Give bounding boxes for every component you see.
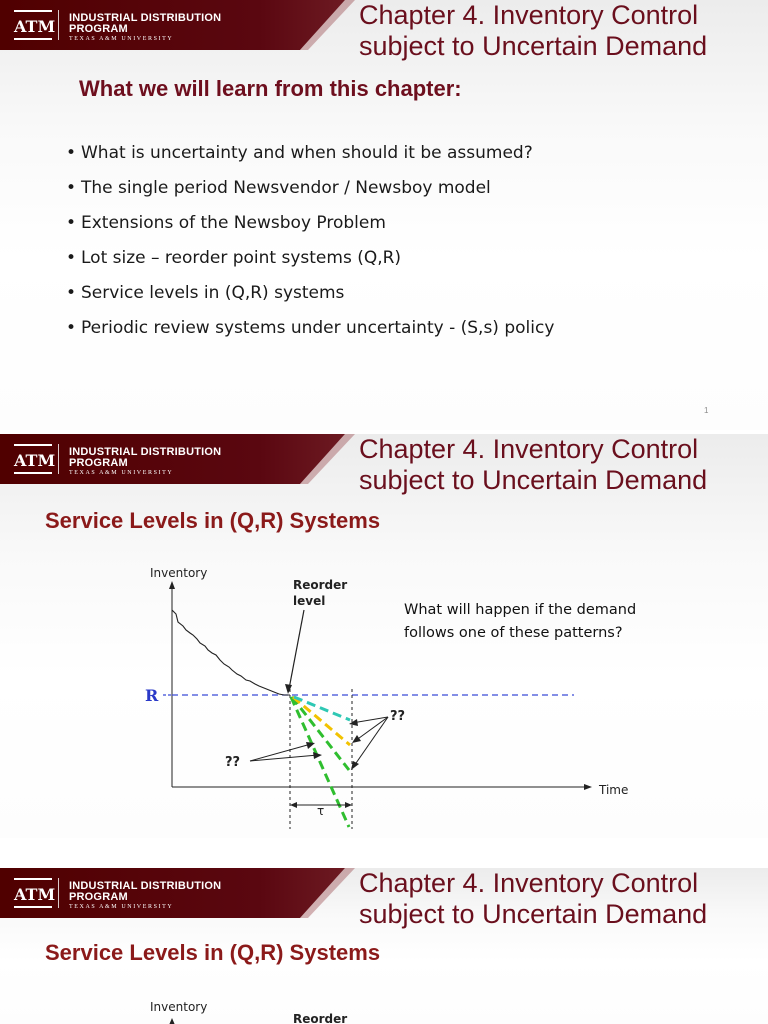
qq-right-pointer-2	[355, 717, 388, 741]
bullet-list	[66, 141, 554, 351]
bullet-dot-icon: •	[66, 213, 77, 233]
bullet-item: • Lot size – reorder point systems (Q,R)	[66, 248, 402, 268]
r-label: R	[145, 686, 159, 705]
qq-right-label: ??	[390, 709, 406, 724]
y-axis-arrow-icon	[169, 581, 175, 589]
atm-logo: ATM	[14, 444, 52, 474]
x-axis-arrow-icon	[584, 784, 592, 790]
reorder-label-line1: Reorder	[293, 578, 348, 592]
section-title: Service Levels in (Q,R) Systems	[45, 508, 381, 533]
demand-pattern-yellow	[293, 697, 350, 745]
bullet-item: • The single period Newsvendor / Newsboy model	[66, 178, 491, 198]
section-title: What we will learn from this chapter:	[79, 76, 462, 101]
question-line2: follows one of these patterns?	[404, 625, 623, 641]
chapter-title-line1: Chapter 4. Inventory Control	[359, 434, 699, 464]
qq-left-arrow-icon	[306, 742, 315, 749]
inventory-diagram	[0, 434, 768, 838]
x-axis-label: Time	[599, 783, 629, 797]
bullet-dot-icon: •	[66, 318, 77, 338]
chapter-title	[359, 0, 707, 62]
program-name-line2: PROGRAM	[69, 891, 128, 903]
y-axis-label: Inventory	[150, 566, 208, 580]
qq-right-arrow-icon	[352, 735, 361, 743]
page-number: 1	[704, 406, 709, 415]
inventory-curve	[172, 610, 290, 695]
bullet-item: • What is uncertainty and when should it be assumed?	[66, 143, 533, 163]
bullet-item: • Extensions of the Newsboy Problem	[66, 213, 386, 233]
atm-logo: ATM	[14, 10, 52, 40]
bullet-dot-icon: •	[66, 248, 77, 268]
program-name-line1: INDUSTRIAL DISTRIBUTION	[69, 446, 222, 458]
chapter-title-line1: Chapter 4. Inventory Control	[359, 0, 699, 30]
program-name-line1: INDUSTRIAL DISTRIBUTION	[69, 12, 222, 24]
slide-2	[0, 434, 768, 838]
section-title: Service Levels in (Q,R) Systems	[45, 940, 381, 965]
bullet-item: • Periodic review systems under uncertainty - (S,s) policy	[66, 318, 555, 338]
chapter-title-line1: Chapter 4. Inventory Control	[359, 868, 699, 898]
logo-divider	[58, 10, 59, 40]
tau-left-arrow-icon	[290, 802, 297, 808]
reorder-label-line2: level	[293, 594, 326, 608]
chapter-title-line2: subject to Uncertain Demand	[359, 899, 708, 929]
y-axis-label: Inventory	[150, 1000, 208, 1014]
bullet-dot-icon: •	[66, 178, 77, 198]
reorder-pointer-arrow-icon	[285, 684, 292, 694]
qq-right-pointer-3	[354, 717, 388, 766]
qq-left-label: ??	[225, 755, 241, 770]
question-line1: What will happen if the demand	[404, 602, 637, 618]
bullet-dot-icon: •	[66, 143, 77, 163]
reorder-pointer	[289, 610, 304, 689]
inventory-diagram	[0, 868, 768, 1024]
bullet-dot-icon: •	[66, 283, 77, 303]
tau-label: τ	[317, 804, 325, 818]
program-name-line2: PROGRAM	[69, 457, 128, 469]
university-name: TEXAS A&M UNIVERSITY	[69, 904, 174, 910]
slide-3	[0, 868, 768, 1024]
tau-right-arrow-icon	[345, 802, 352, 808]
slide-1	[0, 0, 768, 430]
chapter-title-line2: subject to Uncertain Demand	[359, 465, 708, 495]
program-name-line2: PROGRAM	[69, 23, 128, 35]
university-name: TEXAS A&M UNIVERSITY	[69, 36, 174, 42]
university-name: TEXAS A&M UNIVERSITY	[69, 470, 174, 476]
bullet-item: • Service levels in (Q,R) systems	[66, 283, 345, 303]
slide-header	[0, 0, 768, 76]
qq-right-arrow-icon	[349, 719, 358, 726]
y-axis-arrow-icon	[169, 1018, 175, 1024]
atm-logo: ATM	[14, 878, 52, 908]
chapter-title-line2: subject to Uncertain Demand	[359, 31, 708, 61]
reorder-label-line1: Reorder	[293, 1012, 348, 1024]
program-name-line1: INDUSTRIAL DISTRIBUTION	[69, 880, 222, 892]
